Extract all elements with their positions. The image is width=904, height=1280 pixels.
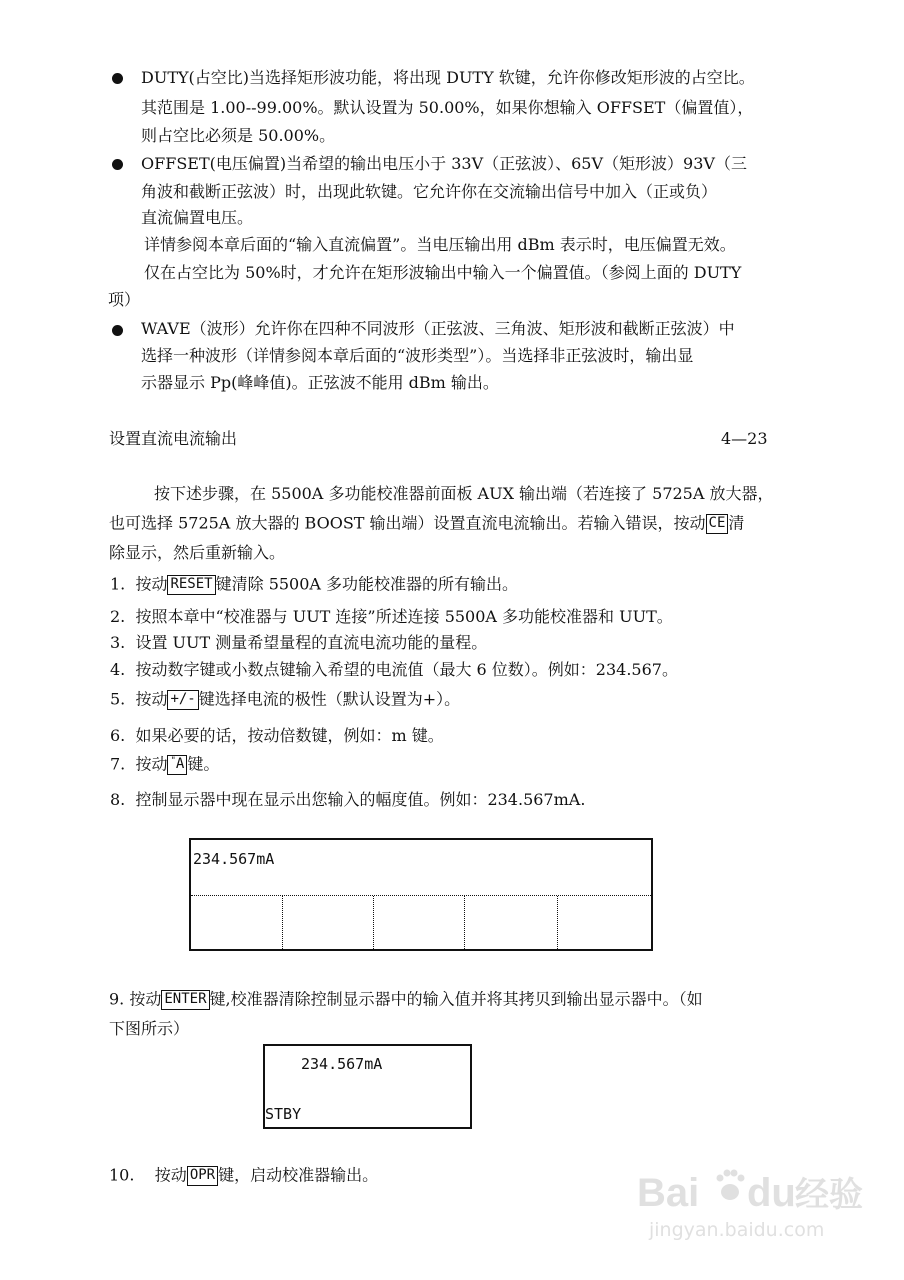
bullet-wave-line3: 示器显示 Pp(峰峰值)。正弦波不能用 dBm 输出。 [141,373,499,392]
softkey-divider [557,896,558,949]
intro-line2: 也可选择 5725A 放大器的 BOOST 输出端）设置直流电流输出。若输入错误，按动 CE 清 [109,513,745,533]
plus-minus-key: +/- [167,690,198,710]
watermark-cn: 经验 [795,1175,863,1215]
enter-key: ENTER [161,990,209,1010]
bullet-dot [112,73,123,84]
offset-note-line1: 详情参阅本章后面的“输入直流偏置”。当电压输出用 dBm 表示时，电压偏置无效。 [144,235,736,254]
step-10: 10. 按动 OPR 键，启动校准器输出。 [109,1165,379,1185]
step-6: 6. 如果必要的话，按动倍数键，例如：m 键。 [110,726,444,745]
step-7: 7. 按动 "A 键。 [110,754,220,774]
watermark-brand: Bai [637,1171,700,1215]
page-number: 4—23 [721,429,768,448]
bullet-duty-line3: 则占空比必须是 50.00%。 [141,126,336,145]
step-9: 9. 按动 ENTER 键,校准器清除控制显示器中的输入值并将其拷贝到输出显示器中。（如 [109,989,703,1009]
section-title: 设置直流电流输出 [109,429,238,448]
ampere-key: "A [167,755,187,775]
control-display [189,838,653,951]
intro-line3: 除显示，然后重新输入。 [109,543,286,562]
bullet-wave-line2: 选择一种波形（详情参阅本章后面的“波形类型”）。当选择非正弦波时，输出显 [141,346,694,365]
bullet-offset-line1: OFFSET(电压偏置)当希望的输出电压小于 33V（正弦波）、65V（矩形波）93V（三 [141,154,747,173]
bullet-duty-line1: DUTY(占空比)当选择矩形波功能，将出现 DUTY 软键，允许你修改矩形波的占空比。 [141,68,755,87]
bullet-offset-line2: 角波和截断正弦波）时，出现此软键。它允许你在交流输出信号中加入（正或负） [141,182,718,201]
output-display-value: 234.567mA [301,1055,383,1073]
offset-note-line3: 项） [108,290,141,309]
display-divider [191,895,651,896]
watermark-url: jingyan.baidu.com [649,1219,825,1241]
bullet-dot [112,325,123,336]
step-8: 8. 控制显示器中现在显示出您输入的幅度值。例如：234.567mA. [110,790,586,809]
paw-icon [717,1170,745,1201]
baidu-jingyan-watermark [627,1148,877,1248]
watermark-logo [627,1148,877,1248]
step-4: 4. 按动数字键或小数点键输入希望的电流值（最大 6 位数）。例如：234.567。 [110,660,678,679]
step-2: 2. 按照本章中“校准器与 UUT 连接”所述连接 5500A 多功能校准器和 UUT。 [110,607,673,626]
key-mark-icon: " [170,756,176,766]
bullet-dot [112,159,123,170]
offset-note-line2: 仅在占空比为 50%时，才允许在矩形波输出中输入一个偏置值。（参阅上面的 DUTY [144,263,742,282]
output-display-status: STBY [265,1105,302,1123]
step-1: 1. 按动 RESET 键清除 5500A 多功能校准器的所有输出。 [110,574,519,594]
intro-line1: 按下述步骤，在 5500A 多功能校准器前面板 AUX 输出端（若连接了 5725A 放大器， [154,484,774,503]
bullet-offset-line3: 直流偏置电压。 [141,208,254,227]
opr-key: OPR [187,1166,218,1186]
bullet-duty-line2: 其范围是 1.00--99.00%。默认设置为 50.00%，如果你想输入 OFFSET（偏置值）， [141,98,754,117]
reset-key: RESET [167,575,215,595]
bullet-wave-line1: WAVE（波形）允许你在四种不同波形（正弦波、三角波、矩形波和截断正弦波）中 [141,319,735,338]
ce-key: CE [706,514,729,534]
watermark-brand-2: du [747,1171,796,1215]
control-display-value: 234.567mA [193,850,275,868]
output-display [263,1044,472,1129]
softkey-divider [464,896,465,949]
step-3: 3. 设置 UUT 测量希望量程的直流电流功能的量程。 [110,633,488,652]
step-9-line2: 下图所示） [109,1019,190,1038]
softkey-divider [373,896,374,949]
step-5: 5. 按动 +/- 键选择电流的极性（默认设置为+）。 [110,689,461,709]
softkey-divider [282,896,283,949]
